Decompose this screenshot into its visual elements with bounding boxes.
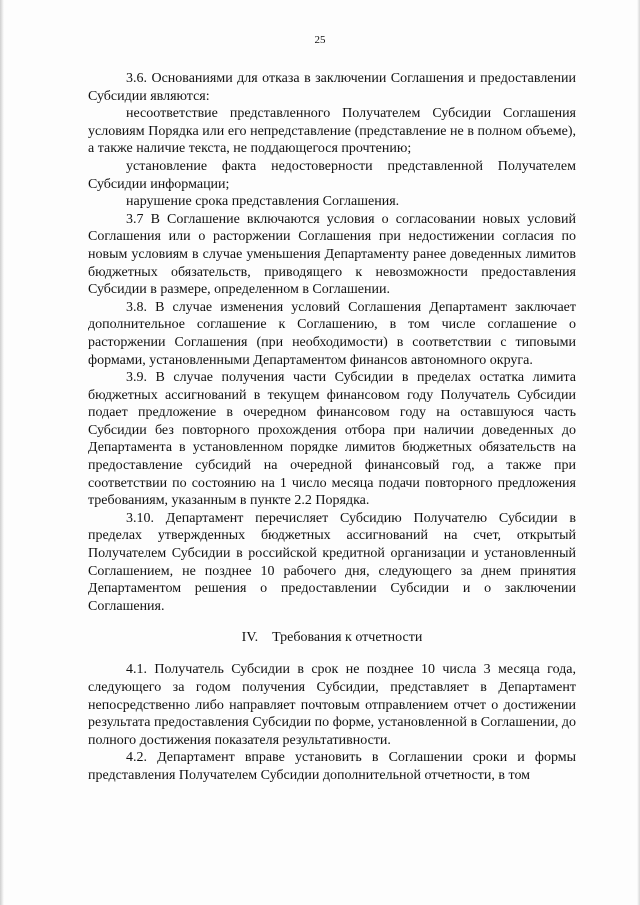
section-title: Требования к отчетности [272,630,423,646]
paragraph-3-6-item-1: несоответствие представленного Получателем Субсидии Соглашения условиям Порядка или его непредставление (представление не в полном объеме), а также наличие текста, не поддающегося прочтению; [88,106,576,157]
paragraph-4-1: 4.1. Получатель Субсидии в срок не позднее 10 числа 3 месяца года, следующего за годом получения Субсидии, представляет в Департамент непосредственно либо направляет почтовым отправлением отчет о достижении результата предоставления Субсидии по форме, установленной в Соглашении, до полного достижения показателя результативности. [88,662,576,748]
paragraph-3-8: 3.8. В случае изменения условий Соглашения Департамент заключает дополнительное соглашение к Соглашению, в том числе соглашение о расторжении Соглашения (при необходимости) в соответствии с типовыми формами, установленными Департаментом финансов автономного округа. [88,299,576,368]
paragraph-3-6: 3.6. Основаниями для отказа в заключении Соглашения и предоставлении Субсидии являются: [88,71,576,104]
scan-edge-left [0,0,4,905]
document-body [88,70,576,785]
section-heading [88,629,576,647]
section-number: IV. [241,630,259,646]
paragraph-4-2: 4.2. Департамент вправе установить в Соглашении сроки и формы представления Получателем Субсидии дополнительной отчетности, в том [88,750,576,783]
paragraph-3-6-item-2: установление факта недостоверности представленной Получателем Субсидии информации; [88,158,576,192]
paragraph-3-10: 3.10. Департамент перечисляет Субсидию Получателю Субсидии в пределах утвержденных бюджетных ассигнований на счет, открытый Получателем Субсидии в российской кредитной организации и установленный Соглашением, не позднее 10 рабочего дня, следующего за днем принятия Департаментом решения о предоставлении Субсидии и о заключении Соглашения. [88,510,576,614]
paragraph-3-7: 3.7 В Соглашение включаются условия о согласовании новых условий Соглашения или о расторжении Соглашения при недостижении согласия по новым условиям в случае уменьшения Департаменту ранее доведенных лимитов бюджетных обязательств, приводящего к невозможности предоставления Субсидии в размере, определенном в Соглашении. [88,211,576,298]
page-number: 25 [314,34,326,46]
paragraph-3-6-item-3: нарушение срока представления Соглашения. [126,194,400,210]
paragraph-3-9: 3.9. В случае получения части Субсидии в пределах остатка лимита бюджетных ассигнований в текущем финансовом году Получатель Субсидии подает предложение в очередном финансовом году на оставшуюся часть Субсидии без повторного прохождения отбора при наличии доведенных до Департамента в установленном порядке лимитов бюджетных обязательств на предоставление субсидий на очередной финансовый год, а также при соответствии по состоянию на 1 число месяца подачи повторного предложения требованиям, указанным в пункте 2.2 Порядка. [88,370,576,509]
